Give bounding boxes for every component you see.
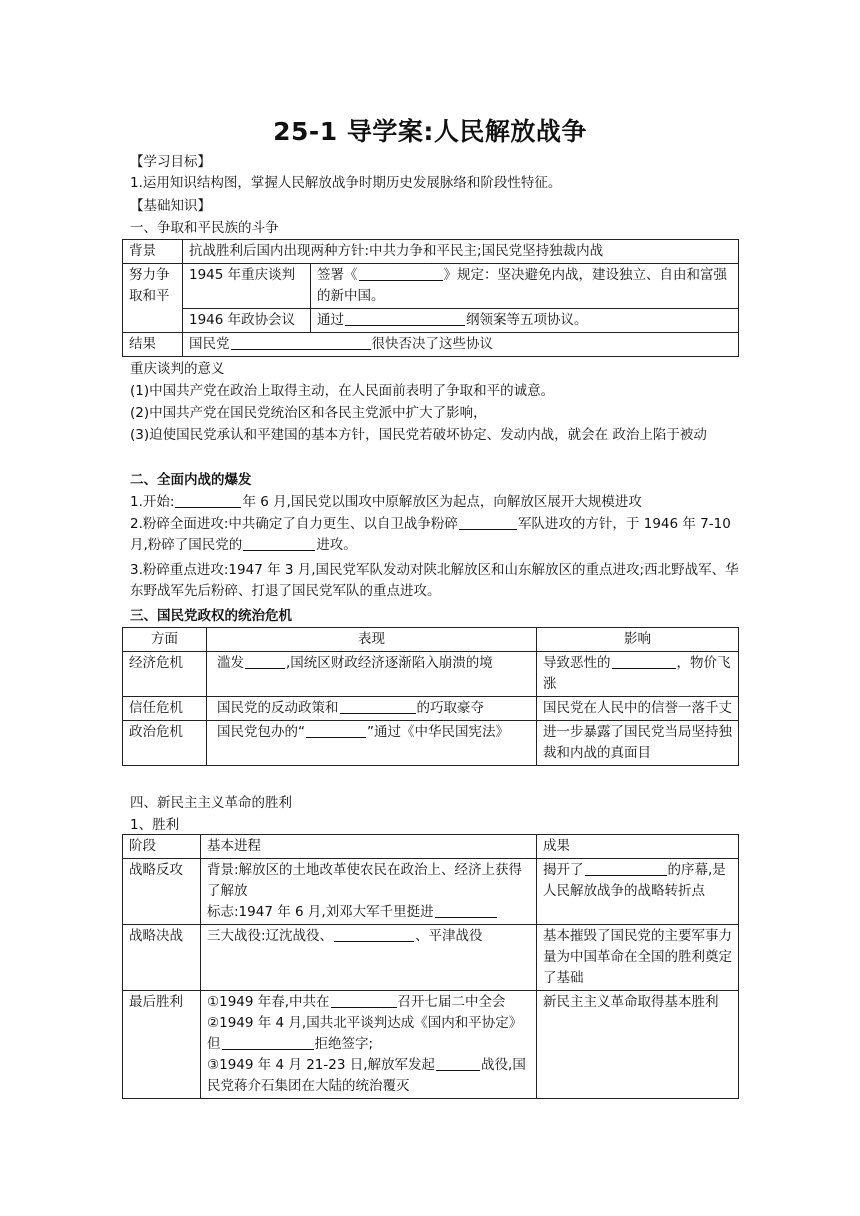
crisis-manifestation: 国民党的反动政策和 的巧取豪夺: [207, 697, 537, 721]
stage-process: 三大战役:辽沈战役、 、平津战役: [201, 925, 537, 991]
table-row: [123, 991, 739, 1099]
crisis-effect: 导致恶性的 ，物价飞涨: [537, 652, 739, 697]
stage-process: ①1949 年春,中共在 召开七届二中全会 ②1949 年 4 月,国共北平谈判达成《国内和平协定》但 拒绝签字; ③1949 年 4 月 21-23 日,解放军发起 战役,国民党蒋介石集团在大陆的统治覆灭: [201, 991, 537, 1099]
crisis-effect: 国民党在人民中的信誉一落千丈: [537, 697, 739, 721]
section4-subheading: 1、胜利: [130, 817, 180, 833]
fill-blank[interactable]: [331, 992, 397, 1008]
background-label: 背景: [123, 240, 183, 264]
effort-label: 努力争取和平: [123, 264, 183, 333]
crisis-table: [122, 627, 739, 766]
crisis-aspect: 信任危机: [123, 697, 207, 721]
table-header-row: [123, 835, 739, 859]
stage-label: 最后胜利: [123, 991, 201, 1099]
objective-item: 1.运用知识结构图，掌握人民解放战争时期历史发展脉络和阶段性特征。: [130, 175, 562, 191]
table-header-row: [123, 628, 739, 652]
table-row: [123, 652, 739, 697]
section1-heading: 一、争取和平民族的斗争: [130, 220, 279, 236]
fill-blank[interactable]: [435, 902, 497, 918]
table-row: [123, 697, 739, 721]
fill-blank[interactable]: [245, 653, 285, 669]
section2-item-3: 3.粉碎重点进攻:1947 年 3 月,国民党军队发动对陕北解放区和山东解放区的重点进攻;西北野战军、华东野战军先后粉碎、打退了国民党军队的重点进攻。: [130, 562, 739, 599]
column-header: 方面: [123, 628, 207, 652]
fill-blank[interactable]: [334, 926, 414, 942]
fill-blank[interactable]: [459, 514, 517, 530]
table-row: [123, 859, 739, 925]
stage-result: 揭开了 的序幕,是人民解放战争的战略转折点: [537, 859, 739, 925]
pcc-content: 通过 纲领案等五项协议。: [311, 309, 739, 333]
fill-blank[interactable]: [436, 1055, 480, 1071]
crisis-aspect: 政治危机: [123, 721, 207, 766]
significance-heading: 重庆谈判的意义: [130, 361, 225, 377]
crisis-effect: 进一步暴露了国民党当局坚持独裁和内战的真面目: [537, 721, 739, 766]
crisis-aspect: 经济危机: [123, 652, 207, 697]
result-content: 国民党 很快否决了这些协议: [183, 333, 739, 357]
pcc-label: 1946 年政协会议: [183, 309, 311, 333]
stage-result: 新民主主义革命取得基本胜利: [537, 991, 739, 1099]
fill-blank[interactable]: [612, 653, 676, 669]
fill-blank[interactable]: [585, 860, 667, 876]
victory-table: [122, 834, 739, 1099]
fill-blank[interactable]: [243, 535, 315, 551]
stage-label: 战略反攻: [123, 859, 201, 925]
section2-item-2: 2.粉碎全面进攻:中共确定了自力更生、以自卫战争粉碎 军队进攻的方针，于 1946 年 7-10 月,粉碎了国民党的 进攻。: [130, 516, 731, 553]
significance-item: (3)迫使国民党承认和平建国的基本方针，国民党若破坏协定、发动内战，就会在 政治上陷于被动: [130, 427, 707, 443]
fill-blank[interactable]: [306, 722, 366, 738]
chongqing-content: 签署《 》规定：坚决避免内战，建设独立、自由和富强的新中国。: [311, 264, 739, 309]
section3-heading: 三、国民党政权的统治危机: [130, 608, 292, 624]
section2-heading: 二、全面内战的爆发: [130, 472, 252, 488]
basics-heading: 【基础知识】: [130, 198, 211, 214]
fill-blank[interactable]: [345, 310, 465, 326]
page-title: 25-1 导学案:人民解放战争: [273, 117, 587, 146]
chongqing-label: 1945 年重庆谈判: [183, 264, 311, 309]
objectives-heading: 【学习目标】: [130, 154, 211, 170]
table-row: [123, 240, 739, 264]
stage-process: 背景:解放区的土地改革使农民在政治上、经济上获得了解放 标志:1947 年 6 月,刘邓大军千里挺进: [201, 859, 537, 925]
column-header: 阶段: [123, 835, 201, 859]
crisis-manifestation: 国民党包办的“ ”通过《中华民国宪法》: [207, 721, 537, 766]
table-row: [123, 264, 739, 309]
section4-heading: 四、新民主主义革命的胜利: [130, 795, 292, 811]
section2-item-1: 1.开始: 年 6 月,国民党以围攻中原解放区为起点，向解放区展开大规模进攻: [130, 494, 642, 510]
fill-blank[interactable]: [340, 698, 416, 714]
stage-result: 基本摧毁了国民党的主要军事力量为中国革命在全国的胜利奠定了基础: [537, 925, 739, 991]
stage-label: 战略决战: [123, 925, 201, 991]
table-row: [123, 333, 739, 357]
table-row: [123, 925, 739, 991]
fill-blank[interactable]: [359, 265, 443, 281]
result-label: 结果: [123, 333, 183, 357]
column-header: 影响: [537, 628, 739, 652]
crisis-manifestation: 滥发 ,国统区财政经济逐渐陷入崩溃的境: [207, 652, 537, 697]
significance-item: (2)中国共产党在国民党统治区和各民主党派中扩大了影响，: [130, 405, 487, 421]
table-row: [123, 721, 739, 766]
column-header: 成果: [537, 835, 739, 859]
column-header: 基本进程: [201, 835, 537, 859]
fill-blank[interactable]: [231, 334, 371, 350]
fill-blank[interactable]: [222, 1034, 314, 1050]
column-header: 表现: [207, 628, 537, 652]
significance-item: (1)中国共产党在政治上取得主动，在人民面前表明了争取和平的诚意。: [130, 383, 555, 399]
table-row: [123, 309, 739, 333]
fill-blank[interactable]: [175, 492, 241, 508]
background-text: 抗战胜利后国内出现两种方针:中共力争和平民主;国民党坚持独裁内战: [183, 240, 739, 264]
peace-struggle-table: [122, 239, 739, 357]
